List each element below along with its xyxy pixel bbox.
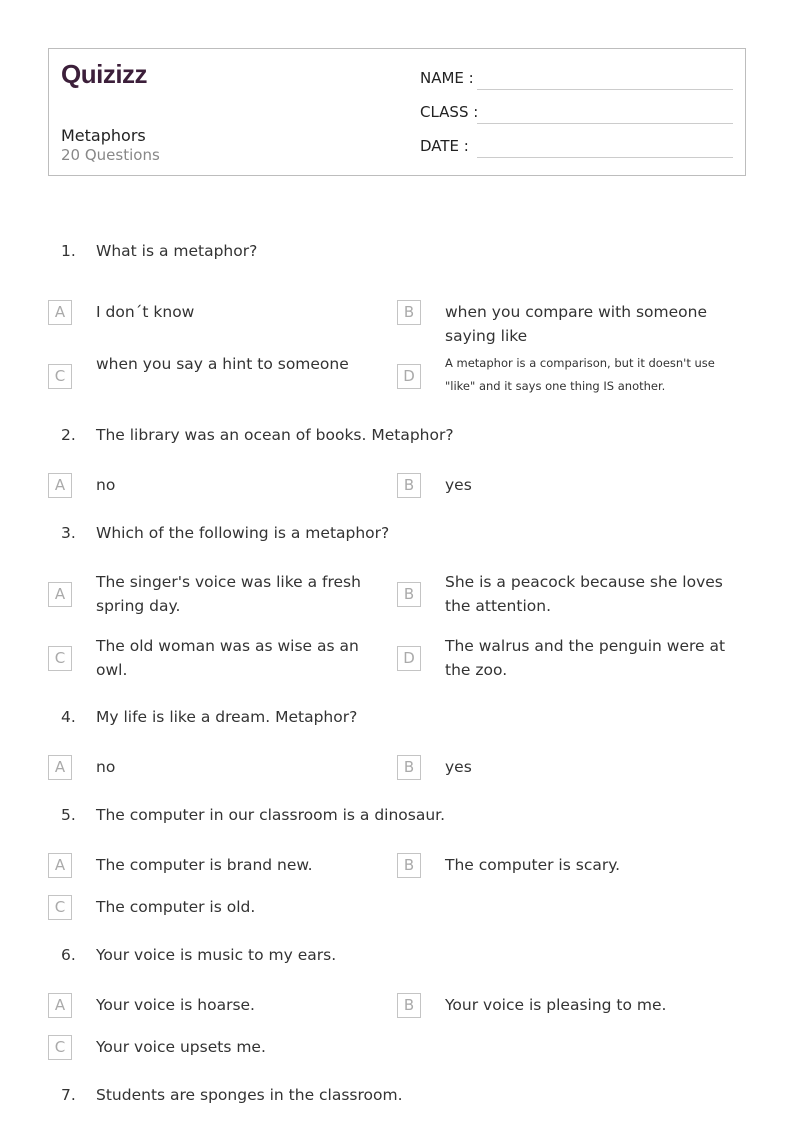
option-text: A metaphor is a comparison, but it doesn't use "like" and it says one thing IS another.: [445, 356, 715, 393]
question-text: The computer in our classroom is a dinosaur.: [96, 806, 446, 824]
option-text: The computer is brand new.: [96, 856, 313, 874]
option-letter-box[interactable]: B: [397, 582, 421, 607]
option-letter-box[interactable]: A: [48, 993, 72, 1018]
option-text: Your voice upsets me.: [96, 1038, 266, 1056]
option-text: Your voice is pleasing to me.: [445, 996, 667, 1014]
option-letter-box[interactable]: A: [48, 755, 72, 780]
question-number: 5.: [61, 806, 76, 824]
option-letter-box[interactable]: D: [397, 364, 421, 389]
question-count: 20 Questions: [61, 146, 160, 164]
option-text: She is a peacock because she loves the attention.: [445, 573, 723, 615]
question-number: 7.: [61, 1086, 76, 1104]
worksheet-header: [48, 48, 746, 176]
question-number: 1.: [61, 242, 76, 260]
option-text: The walrus and the penguin were at the zoo.: [445, 637, 726, 679]
option-text: yes: [445, 476, 472, 494]
quizizz-logo: Quizizz: [61, 59, 148, 89]
question-text: Your voice is music to my ears.: [96, 946, 337, 964]
option-letter-box[interactable]: B: [397, 853, 421, 878]
option-text: The singer's voice was like a fresh spring day.: [96, 573, 361, 615]
option-letter-box[interactable]: B: [397, 755, 421, 780]
option-letter-box[interactable]: B: [397, 473, 421, 498]
question-number: 2.: [61, 426, 76, 444]
option-text: no: [96, 758, 116, 776]
option-letter-box[interactable]: C: [48, 1035, 72, 1060]
question-number: 3.: [61, 524, 76, 542]
option-letter-box[interactable]: A: [48, 853, 72, 878]
option-text: when you compare with someone saying like: [445, 303, 707, 345]
option-letter-box[interactable]: B: [397, 993, 421, 1018]
question-number: 6.: [61, 946, 76, 964]
option-letter-box[interactable]: C: [48, 364, 72, 389]
class-label: CLASS :: [420, 103, 479, 121]
question-text: My life is like a dream. Metaphor?: [96, 708, 358, 726]
option-letter-box[interactable]: B: [397, 300, 421, 325]
option-text: Your voice is hoarse.: [96, 996, 255, 1014]
name-line: [477, 89, 733, 90]
date-line: [477, 157, 733, 158]
option-text: when you say a hint to someone: [96, 355, 349, 373]
option-letter-box[interactable]: A: [48, 582, 72, 607]
worksheet-title: Metaphors: [61, 126, 146, 145]
option-letter-box[interactable]: D: [397, 646, 421, 671]
option-letter-box[interactable]: A: [48, 473, 72, 498]
option-text: I don´t know: [96, 303, 195, 321]
class-line: [477, 123, 733, 124]
option-letter-box[interactable]: C: [48, 646, 72, 671]
question-text: Which of the following is a metaphor?: [96, 524, 390, 542]
option-text: The computer is scary.: [445, 856, 621, 874]
option-letter-box[interactable]: A: [48, 300, 72, 325]
option-text: The computer is old.: [96, 898, 256, 916]
question-text: What is a metaphor?: [96, 242, 258, 260]
question-text: Students are sponges in the classroom.: [96, 1086, 403, 1104]
question-text: The library was an ocean of books. Metaphor?: [96, 426, 454, 444]
date-label: DATE :: [420, 137, 469, 155]
option-text: The old woman was as wise as an owl.: [96, 637, 359, 679]
question-number: 4.: [61, 708, 76, 726]
option-letter-box[interactable]: C: [48, 895, 72, 920]
option-text: yes: [445, 758, 472, 776]
name-label: NAME :: [420, 69, 474, 87]
option-text: no: [96, 476, 116, 494]
